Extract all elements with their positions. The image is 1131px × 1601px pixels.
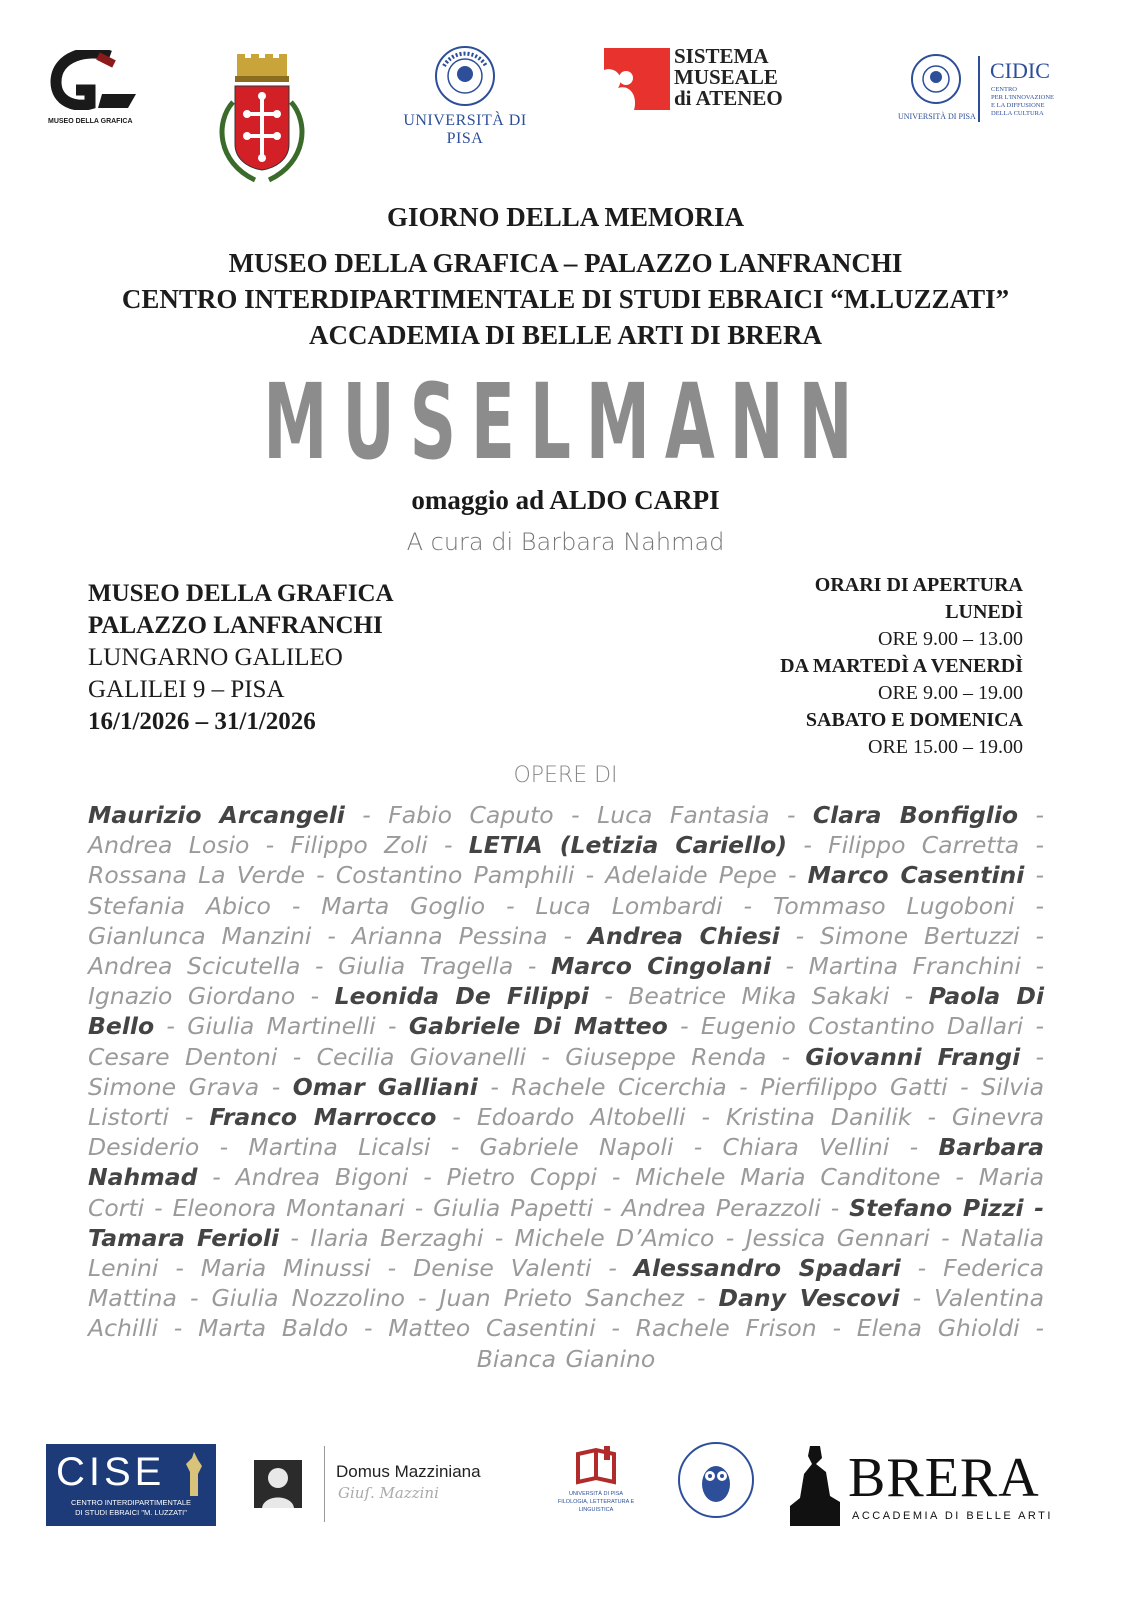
cidic-seal-icon — [908, 52, 964, 106]
artist-name-highlighted: Marco Cingolani — [550, 952, 771, 981]
brera-statue-icon — [786, 1446, 844, 1526]
logo-cidic — [898, 52, 1068, 132]
logo-cise — [46, 1444, 216, 1526]
exhibition-title: MUSELMANN — [263, 361, 868, 483]
header-line-3: CENTRO INTERDIPARTIMENTALE DI STUDI EBRAICI “M.LUZZATI” — [121, 284, 1010, 314]
hours-day-2: DA MARTEDÌ A VENERDÌ — [780, 655, 1023, 677]
artist-name-highlighted: Leonida De Filippi — [334, 982, 589, 1011]
logo-brera — [786, 1444, 1076, 1528]
domus-signature: Giuſ. Mazzini — [338, 1484, 439, 1502]
artist-name-highlighted: Stefano Pizzi - Tamara Ferioli — [88, 1193, 1044, 1252]
hours-time-3: ORE 15.00 – 19.00 — [868, 736, 1023, 758]
venue-name-1: MUSEO DELLA GRAFICA — [88, 580, 394, 607]
venue-name-2: PALAZZO LANFRANCHI — [88, 612, 383, 639]
artist-names: - Andrea Losio - Filippo Zoli - — [88, 801, 1045, 860]
artist-names: - Beatrice Mika Sakaki - — [588, 982, 929, 1011]
artist-name-highlighted: Andrea Chiesi — [587, 921, 780, 950]
unipi-dip-1: UNIVERSITÀ DI PISA — [568, 1491, 624, 1497]
cidic-uni-label: UNIVERSITÀ DI PISA — [898, 112, 976, 121]
owl-seal-icon — [676, 1440, 756, 1520]
artist-name-highlighted: Franco Marrocco — [209, 1103, 437, 1132]
venue-dates: 16/1/2026 – 31/1/2026 — [88, 708, 316, 735]
venue-address-1: LUNGARNO GALILEO — [88, 644, 343, 671]
cise-statue-icon — [182, 1452, 206, 1496]
artist-name-highlighted: Clara Bonfiglio — [812, 801, 1019, 829]
artist-names: - Federica Mattina - Giulia Nozzolino - Juan Prieto Sanchez - — [88, 1254, 1044, 1313]
cidic-sub-1: CENTRO — [991, 86, 1017, 93]
curator: A cura di Barbara Nahmad — [406, 528, 725, 556]
domus-portrait-icon — [254, 1460, 302, 1508]
logo-domus-mazziniana — [254, 1446, 514, 1522]
header-line-1: GIORNO DELLA MEMORIA — [386, 202, 745, 232]
artist-name-highlighted: Omar Galliani — [292, 1072, 478, 1101]
artist-names: - Giulia Martinelli - — [154, 1012, 409, 1041]
hours-time-1: ORE 9.00 – 13.00 — [878, 628, 1023, 650]
header-line-4: ACCADEMIA DI BELLE ARTI DI BRERA — [309, 320, 822, 350]
header-line-2: MUSEO DELLA GRAFICA – PALAZZO LANFRANCHI — [228, 248, 903, 278]
sistema-museale-mark-icon — [604, 48, 670, 110]
logo-unipi-filologia — [540, 1446, 652, 1522]
hours-day-3: SABATO E DOMENICA — [805, 709, 1023, 731]
artist-names: - Martina Franchini - Ignazio Giordano - — [88, 952, 1044, 1011]
open-book-icon — [574, 1446, 618, 1486]
artist-name-highlighted: Giovanni Frangi — [805, 1042, 1021, 1071]
cise-sub-2: DI STUDI EBRAICI "M. LUZZATI" — [75, 1508, 187, 1517]
cidic-sub-3: E LA DIFFUSIONE — [991, 102, 1045, 109]
artist-name-highlighted: Paola Di Bello — [88, 982, 1044, 1041]
logo-civilta-forme-sapere — [676, 1440, 756, 1520]
artist-name-highlighted: Maurizio Arcangeli — [88, 801, 345, 829]
logo-universita-pisa — [385, 44, 545, 147]
artist-name-highlighted: LETIA (Letizia Cariello) — [468, 831, 788, 860]
artist-name-highlighted: Alessandro Spadari — [633, 1254, 901, 1283]
ateneo-label: di ATENEO — [674, 86, 783, 110]
unipi-label: UNIVERSITÀ DI PISA — [403, 112, 527, 147]
opening-hours — [780, 572, 1023, 761]
logo-museo-grafica — [48, 50, 144, 130]
logo-comune-pisa — [205, 52, 317, 187]
artist-names: - Valentina Achilli - Marta Baldo - Matteo Casentini - Rachele Frison - Elena Ghioldi - Bianca Gianino — [88, 1284, 1045, 1373]
opere-label: OPERE DI — [513, 763, 618, 788]
sistema-label: SISTEMA — [674, 44, 769, 68]
museo-grafica-g-icon — [48, 50, 144, 110]
hours-time-2: ORE 9.00 – 19.00 — [878, 682, 1023, 704]
museo-grafica-label: MUSEO DELLA GRAFICA — [48, 118, 133, 125]
artists-list — [88, 800, 1044, 1374]
artist-name-highlighted: Marco Casentini — [807, 861, 1025, 890]
museale-label: MUSEALE — [674, 65, 778, 89]
cise-label: CISE — [56, 1450, 166, 1494]
artist-names: - Edoardo Altobelli - Kristina Danilik - Ginevra Desiderio - Martina Licalsi - Gabriele Napoli - Chiara Vellini - — [88, 1103, 1044, 1162]
hours-title: ORARI DI APERTURA — [814, 574, 1023, 596]
cidic-divider — [978, 56, 980, 122]
artist-names: - Rachele Cicerchia - Pierfilippo Gatti - Silvia Listorti - — [88, 1072, 1044, 1132]
hours-day-1: LUNEDÌ — [945, 601, 1023, 623]
venue-address-2: GALILEI 9 – PISA — [88, 676, 285, 703]
cidic-sub-2: PER L'INNOVAZIONE — [991, 94, 1054, 101]
exhibition-subtitle: omaggio ad ALDO CARPI — [411, 485, 720, 515]
domus-divider — [324, 1446, 325, 1522]
artist-names: - Fabio Caputo - Luca Fantasia - — [344, 801, 813, 829]
cidic-title: CIDIC — [990, 58, 1050, 83]
artist-names: - Filippo Carretta - Rossana La Verde - Costantino Pamphili - Adelaide Pepe - — [88, 831, 1044, 890]
artist-names: - Andrea Bigoni - Pietro Coppi - Michele Maria Canditone - Maria Corti - Eleonora Montanari - Giulia Papetti - Andrea Perazzoli - — [88, 1163, 1044, 1222]
cise-sub-1: CENTRO INTERDIPARTIMENTALE — [70, 1498, 191, 1507]
artist-names: - Simone Grava - — [88, 1042, 1044, 1101]
artist-names: - Eugenio Costantino Dallari - Cesare Dentoni - Cecilia Giovanelli - Giuseppe Renda - — [88, 1012, 1045, 1071]
logo-sistema-museale — [604, 46, 814, 114]
artist-name-highlighted: Gabriele Di Matteo — [408, 1012, 668, 1041]
unipi-seal-icon — [430, 44, 500, 108]
pisa-coat-of-arms-icon — [205, 52, 317, 187]
unipi-dip-2: FILOLOGIA, LETTERATURA E LINGUISTICA — [557, 1499, 635, 1513]
brera-sub-label: ACCADEMIA DI BELLE ARTI — [852, 1510, 1053, 1522]
brera-label: BRERA — [848, 1447, 1040, 1509]
artist-names: - Ilaria Berzaghi - Michele D’Amico - Jessica Gennari - Natalia Lenini - Maria Minussi - Denise Valenti - — [88, 1223, 1045, 1283]
artist-name-highlighted: Barbara Nahmad — [88, 1133, 1044, 1192]
venue-block — [88, 578, 394, 738]
artist-names: - Simone Bertuzzi - Andrea Scicutella - Giulia Tragella - — [88, 921, 1044, 981]
cidic-sub-4: DELLA CULTURA — [991, 110, 1044, 117]
domus-label: Domus Mazziniana — [336, 1462, 481, 1481]
artist-name-highlighted: Dany Vescovi — [718, 1284, 900, 1313]
artist-names: - Stefania Abico - Marta Goglio - Luca Lombardi - Tommaso Lugoboni - Gianlunca Manzini - Arianna Pessina - — [88, 861, 1045, 950]
